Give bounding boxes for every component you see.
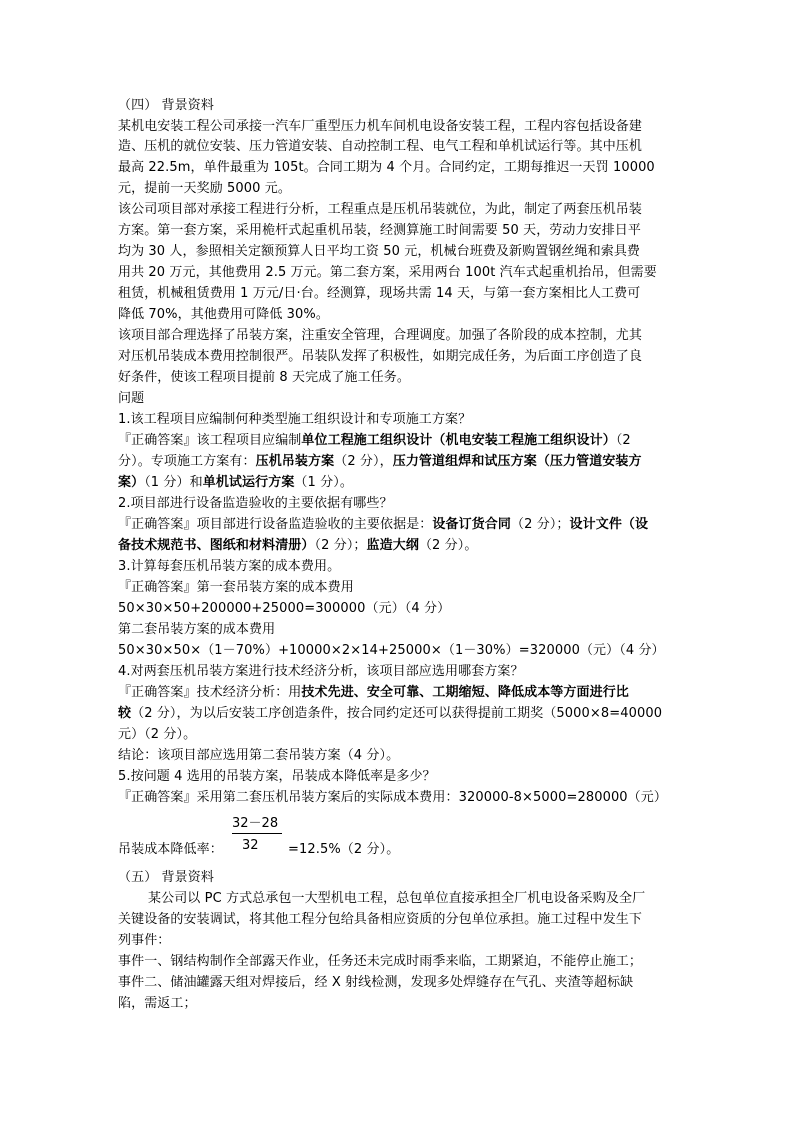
answer-4-line-2 [118,704,678,724]
section-4-heading: （四） 背景资料 [118,98,214,113]
answer-5-line-1: 『正确答案』采用第二套压机吊装方案后的实际成本费用：320000-8×5000=280000（元） [118,790,667,805]
question-5: 5.按问题 4 选用的吊装方案，吊装成本降低率是多少？ [118,769,436,784]
answer-score: （2 分）， [334,454,393,469]
answer-2-line-2 [118,536,678,556]
answer-5-rate-value: =12.5%（2 分）。 [288,842,400,857]
question-1: 1.该工程项目应编制何种类型施工组织设计和专项施工方案？ [118,412,472,427]
answer-text: 分）。专项施工方案有： [118,454,256,469]
background-line: 某机电安装工程公司承接一汽车厂重型压力机车间机电设备安装工程，工程内容包括设备建 [118,119,643,134]
answer-1-line-3 [118,473,678,493]
answer-key-point: 单位工程施工组织设计（机电安装工程施工组织设计） [301,433,616,448]
event-2-continued: 陷，需返工； [118,996,197,1011]
section-5-heading: （五） 背景资料 [118,870,214,885]
answer-score: （2 分）； [511,517,570,532]
answer-2-line-1 [118,515,678,535]
section-5-line: 列事件： [118,933,171,948]
event-2: 事件二、储油罐露天组对焊接后，经 X 射线检测，发现多处焊缝存在气孔、夹渣等超标缺 [118,975,634,990]
background-line: 均为 30 人，参照相关定额预算人日平均工资 50 元，机械台班费及新购置钢丝绳和索具费 [118,244,641,259]
answer-key-point: 设计文件（设 [569,517,649,532]
background-line: 好条件，使该工程项目提前 8 天完成了施工任务。 [118,370,410,385]
answer-1-line-1 [118,431,678,451]
answer-4-conclusion: 结论：该项目部应选用第二套吊装方案（4 分）。 [118,748,400,763]
background-line: 造、压机的就位安装、压力管道安装、自动控制工程、电气工程和单机试运行等。其中压机 [118,139,643,154]
answer-key-point: 较 [118,706,132,721]
event-1: 事件一、钢结构制作全部露天作业，任务还未完成时雨季来临，工期紧迫，不能停止施工； [118,954,643,969]
answer-key-point: 压力管道组焊和试压方案（压力管道安装方 [392,454,642,469]
answer-text: 『正确答案』项目部进行设备监造验收的主要依据是： [118,517,433,532]
section-5-line: 某公司以 PC 方式总承包一大型机电工程，总包单位直接承担全厂机电设备采购及全厂 [148,891,646,906]
fraction-denominator: 32 [242,838,259,853]
background-line: 用共 20 万元，其他费用 2.5 万元。第二套方案，采用两台 100t 汽车式起重机抬吊，但需要 [118,265,657,280]
answer-4-line-1 [118,683,678,703]
background-line: 最高 22.5m，单件最重为 105t。合同工期为 4 个月。合同约定，工期每推迟一天罚 10000 [118,160,655,175]
answer-text: 『正确答案』该工程项目应编制 [118,433,302,448]
fraction-numerator: 32－28 [232,816,279,831]
answer-key-point: 设备订货合同 [432,517,512,532]
background-line: 方案。第一套方案，采用桅杆式起重机吊装，经测算施工时间需要 50 天，劳动力安排日平 [118,223,642,238]
answer-score: （2 分）； [314,538,367,553]
background-line: 对压机吊装成本费用控制很严。吊装队发挥了积极性，如期完成任务，为后面工序创造了良 [118,349,643,364]
answer-5-rate-label: 吊装成本降低率： [118,842,223,857]
answer-key-point: 单机试运行方案 [202,475,295,490]
fraction-bar [232,833,282,834]
background-line: 元，提前一天奖励 5000 元。 [118,181,291,196]
question-2: 2.项目部进行设备监造验收的主要依据有哪些？ [118,496,393,511]
answer-4-line-3: 元）（2 分）。 [118,727,197,742]
background-line: 该公司项目部对承接工程进行分析，工程重点是压机吊装就位，为此，制定了两套压机吊装 [118,202,643,217]
answer-key-point: 案） [118,475,145,490]
answer-1-line-2 [118,452,678,472]
answer-3-formula-2: 50×30×50×（1－70%）+10000×2×14+25000×（1－30%）=320000（元）（4 分） [118,643,665,658]
answer-score: （2 分）。 [418,538,478,553]
background-line: 该项目部合理选择了吊装方案，注重安全管理，合理调度。加强了各阶段的成本控制，尤其 [118,328,643,343]
answer-3-line-1: 『正确答案』第一套吊装方案的成本费用 [118,580,354,595]
question-3: 3.计算每套压机吊装方案的成本费用。 [118,559,341,574]
answer-key-point: 备技术规范书、图纸和材料清册） [118,538,315,553]
answer-key-point: 压机吊装方案 [255,454,335,469]
answer-text: （2 分），为以后安装工序创造条件，按合同约定还可以获得提前工期奖（5000×8=40000 [131,706,663,721]
question-4: 4.对两套压机吊装方案进行技术经济分析，该项目部应选用哪套方案？ [118,664,524,679]
answer-score: （1 分）和 [144,475,203,490]
background-line: 降低 70%，其他费用可降低 30%。 [118,307,329,322]
answer-score: （2 [615,433,631,448]
answer-3-line-2: 第二套吊装方案的成本费用 [118,622,276,637]
answer-3-formula-1: 50×30×50+200000+25000=300000（元）（4 分） [118,601,451,616]
answer-text: 『正确答案』技术经济分析：用 [118,685,302,700]
questions-label: 问题 [118,391,145,406]
background-line: 租赁，机械租赁费用 1 万元/日·台。经测算，现场共需 14 天，与第一套方案相比人工费可 [118,286,641,301]
answer-key-point: 监造大纲 [366,538,419,553]
answer-score: （1 分）。 [294,475,353,490]
answer-key-point: 技术先进、安全可靠、工期缩短、降低成本等方面进行比 [301,685,629,700]
section-5-line: 关键设备的安装调试，将其他工程分包给具备相应资质的分包单位承担。施工过程中发生下 [118,912,643,927]
